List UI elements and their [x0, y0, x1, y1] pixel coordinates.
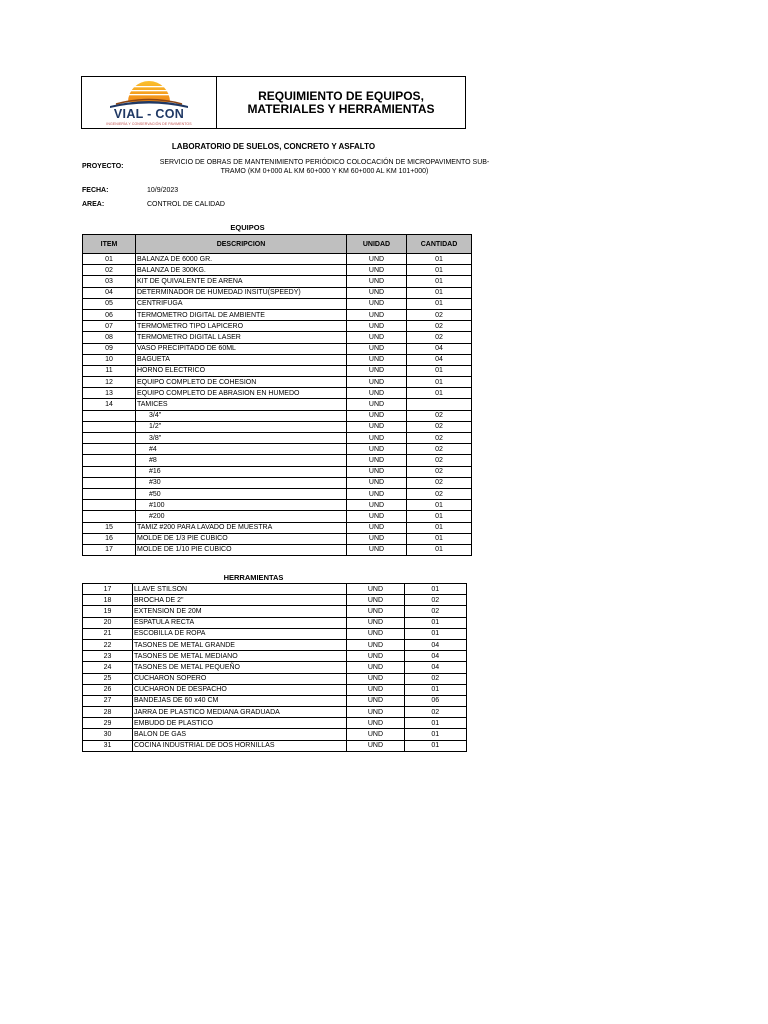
table-row: [83, 533, 472, 544]
lab-title: LABORATORIO DE SUELOS, CONCRETO Y ASFALTO: [171, 142, 376, 151]
cell-item: [83, 488, 136, 499]
fecha-value: 10/9/2023: [147, 187, 179, 194]
cell-item: 29: [83, 718, 133, 729]
cell-descripcion: #16: [136, 466, 347, 477]
table-row: [83, 628, 467, 639]
cell-unidad: UND: [347, 544, 407, 555]
sun-logo-icon: [104, 80, 194, 110]
cell-cantidad: 01: [404, 740, 466, 751]
table-row: [83, 544, 472, 555]
cell-cantidad: 01: [407, 522, 472, 533]
cell-descripcion: CUCHARON DE DESPACHO: [132, 684, 346, 695]
cell-unidad: UND: [347, 595, 404, 606]
table-row: [83, 365, 472, 376]
cell-item: 01: [83, 254, 136, 265]
equipos-table: [82, 234, 472, 556]
cell-cantidad: 01: [404, 628, 466, 639]
table-row: [83, 321, 472, 332]
logo-text: VIAL - CON: [113, 107, 185, 121]
table-row: [83, 639, 467, 650]
table-row: [83, 729, 467, 740]
table-row: [83, 584, 467, 595]
table-row: [83, 421, 472, 432]
table-row: [83, 254, 472, 265]
cell-item: 26: [83, 684, 133, 695]
cell-item: [83, 444, 136, 455]
cell-cantidad: 02: [407, 433, 472, 444]
cell-cantidad: 04: [407, 343, 472, 354]
proyecto-value: [132, 158, 517, 176]
cell-descripcion: TERMOMETRO TIPO LAPICERO: [136, 321, 347, 332]
cell-unidad: UND: [347, 433, 407, 444]
cell-descripcion: EMBUDO DE PLASTICO: [132, 718, 346, 729]
cell-descripcion: EQUIPO COMPLETO DE COHESION: [136, 377, 347, 388]
cell-descripcion: LLAVE STILSON: [132, 584, 346, 595]
table-row: [83, 595, 467, 606]
cell-cantidad: 01: [407, 500, 472, 511]
cell-descripcion: TAMIZ #200 PARA LAVADO DE MUESTRA: [136, 522, 347, 533]
cell-descripcion: CENTRIFUGA: [136, 298, 347, 309]
cell-item: 10: [83, 354, 136, 365]
cell-cantidad: 02: [407, 466, 472, 477]
header-item: ITEM: [83, 235, 136, 254]
cell-descripcion: BROCHA DE 2": [132, 595, 346, 606]
table-row: [83, 740, 467, 751]
cell-descripcion: 3/4": [136, 410, 347, 421]
cell-descripcion: TASONES DE METAL MEDIANO: [132, 651, 346, 662]
cell-cantidad: 01: [404, 584, 466, 595]
cell-item: 17: [83, 544, 136, 555]
cell-item: 28: [83, 707, 133, 718]
table-row: [83, 399, 472, 410]
cell-descripcion: 1/2": [136, 421, 347, 432]
table-row: [83, 388, 472, 399]
cell-item: [83, 421, 136, 432]
cell-descripcion: JARRA DE PLASTICO MEDIANA GRADUADA: [132, 707, 346, 718]
cell-cantidad: 01: [407, 388, 472, 399]
cell-descripcion: ESPATULA RECTA: [132, 617, 346, 628]
cell-descripcion: #4: [136, 444, 347, 455]
table-row: [83, 511, 472, 522]
cell-unidad: UND: [347, 488, 407, 499]
cell-item: [83, 455, 136, 466]
logo-subtitle: INGENIERÍA Y CONSERVACIÓN DE PAVIMENTOS: [106, 122, 192, 126]
cell-item: 08: [83, 332, 136, 343]
table-row: [83, 276, 472, 287]
cell-item: 22: [83, 639, 133, 650]
table-row: [83, 606, 467, 617]
cell-item: 03: [83, 276, 136, 287]
cell-unidad: UND: [347, 606, 404, 617]
cell-item: 05: [83, 298, 136, 309]
table-row: [83, 466, 472, 477]
cell-item: 19: [83, 606, 133, 617]
cell-unidad: UND: [347, 399, 407, 410]
cell-unidad: UND: [347, 628, 404, 639]
table-row: [83, 651, 467, 662]
cell-item: 16: [83, 533, 136, 544]
cell-unidad: UND: [347, 651, 404, 662]
table-row: [83, 617, 467, 628]
cell-cantidad: 01: [407, 276, 472, 287]
cell-unidad: UND: [347, 444, 407, 455]
table-row: [83, 410, 472, 421]
cell-cantidad: 02: [404, 595, 466, 606]
cell-descripcion: CUCHARON SOPERO: [132, 673, 346, 684]
cell-item: 17: [83, 584, 133, 595]
cell-unidad: UND: [347, 533, 407, 544]
cell-descripcion: TAMICES: [136, 399, 347, 410]
cell-unidad: UND: [347, 740, 404, 751]
cell-unidad: UND: [347, 500, 407, 511]
equipos-title: EQUIPOS: [230, 223, 265, 232]
cell-cantidad: 02: [407, 477, 472, 488]
cell-item: 14: [83, 399, 136, 410]
cell-descripcion: #30: [136, 477, 347, 488]
cell-descripcion: TERMOMETRO DIGITAL LASER: [136, 332, 347, 343]
table-row: [83, 309, 472, 320]
cell-item: 13: [83, 388, 136, 399]
cell-item: 09: [83, 343, 136, 354]
cell-cantidad: [407, 399, 472, 410]
cell-cantidad: 04: [404, 639, 466, 650]
cell-cantidad: 02: [407, 309, 472, 320]
cell-descripcion: #100: [136, 500, 347, 511]
cell-descripcion: TASONES DE METAL GRANDE: [132, 639, 346, 650]
cell-item: 31: [83, 740, 133, 751]
cell-cantidad: 01: [407, 254, 472, 265]
cell-unidad: UND: [347, 673, 404, 684]
header-cantidad: CANTIDAD: [407, 235, 472, 254]
cell-unidad: UND: [347, 466, 407, 477]
herramientas-table: [82, 583, 467, 752]
cell-item: [83, 500, 136, 511]
cell-item: 18: [83, 595, 133, 606]
table-row: [83, 662, 467, 673]
cell-cantidad: 02: [407, 444, 472, 455]
cell-descripcion: TASONES DE METAL PEQUEÑO: [132, 662, 346, 673]
cell-descripcion: #8: [136, 455, 347, 466]
cell-item: 24: [83, 662, 133, 673]
cell-cantidad: 02: [404, 707, 466, 718]
cell-descripcion: VASO PRECIPITADO DE 60ML: [136, 343, 347, 354]
table-row: [83, 500, 472, 511]
header-unidad: UNIDAD: [347, 235, 407, 254]
cell-item: [83, 466, 136, 477]
cell-item: 11: [83, 365, 136, 376]
cell-descripcion: EXTENSION DE 20M: [132, 606, 346, 617]
area-value: CONTROL DE CALIDAD: [147, 201, 225, 208]
table-row: [83, 298, 472, 309]
cell-unidad: UND: [347, 321, 407, 332]
cell-descripcion: COCINA INDUSTRIAL DE DOS HORNILLAS: [132, 740, 346, 751]
cell-unidad: UND: [347, 388, 407, 399]
table-row: [83, 332, 472, 343]
table-row: [83, 354, 472, 365]
cell-unidad: UND: [347, 511, 407, 522]
cell-unidad: UND: [347, 254, 407, 265]
table-row: [83, 265, 472, 276]
cell-descripcion: BALANZA DE 6000 GR.: [136, 254, 347, 265]
cell-descripcion: ESCOBILLA DE ROPA: [132, 628, 346, 639]
table-row: [83, 488, 472, 499]
fecha-label: FECHA:: [82, 187, 109, 194]
cell-unidad: UND: [347, 729, 404, 740]
document-header: [81, 76, 466, 129]
cell-item: 27: [83, 695, 133, 706]
cell-cantidad: 01: [407, 365, 472, 376]
cell-unidad: UND: [347, 617, 404, 628]
proyecto-line-1: SERVICIO DE OBRAS DE MANTENIMIENTO PERIÓDICO COLOCACIÓN DE MICROPAVIMENTO SUB-: [159, 159, 490, 166]
cell-item: 04: [83, 287, 136, 298]
cell-descripcion: BALON DE GAS: [132, 729, 346, 740]
cell-cantidad: 02: [407, 321, 472, 332]
cell-cantidad: 04: [404, 662, 466, 673]
cell-unidad: UND: [347, 332, 407, 343]
cell-cantidad: 01: [407, 298, 472, 309]
cell-item: [83, 433, 136, 444]
cell-unidad: UND: [347, 584, 404, 595]
cell-descripcion: #50: [136, 488, 347, 499]
cell-unidad: UND: [347, 662, 404, 673]
table-row: [83, 718, 467, 729]
cell-cantidad: 01: [407, 287, 472, 298]
cell-unidad: UND: [347, 639, 404, 650]
cell-cantidad: 01: [407, 377, 472, 388]
cell-cantidad: 01: [407, 533, 472, 544]
table-row: [83, 477, 472, 488]
cell-item: 12: [83, 377, 136, 388]
cell-cantidad: 01: [407, 544, 472, 555]
cell-item: 15: [83, 522, 136, 533]
cell-cantidad: 04: [407, 354, 472, 365]
cell-descripcion: HORNO ELECTRICO: [136, 365, 347, 376]
table-row: [83, 522, 472, 533]
cell-descripcion: MOLDE DE 1/3 PIE CUBICO: [136, 533, 347, 544]
cell-cantidad: 02: [407, 488, 472, 499]
table-row: [83, 684, 467, 695]
cell-unidad: UND: [347, 455, 407, 466]
cell-descripcion: BAGUETA: [136, 354, 347, 365]
table-row: [83, 444, 472, 455]
cell-item: 21: [83, 628, 133, 639]
cell-descripcion: BALANZA DE 300KG.: [136, 265, 347, 276]
cell-unidad: UND: [347, 276, 407, 287]
proyecto-line-2: TRAMO (KM 0+000 AL KM 60+000 Y KM 60+000 AL KM 101+000): [220, 168, 429, 175]
cell-cantidad: 01: [404, 718, 466, 729]
cell-descripcion: BANDEJAS DE 60 x40 CM: [132, 695, 346, 706]
herramientas-title: HERRAMIENTAS: [223, 573, 284, 582]
cell-unidad: UND: [347, 309, 407, 320]
table-row: [83, 673, 467, 684]
table-row: [83, 695, 467, 706]
cell-item: [83, 410, 136, 421]
table-row: [83, 433, 472, 444]
cell-descripcion: KIT DE QUIVALENTE DE ARENA: [136, 276, 347, 287]
table-header-row: [83, 235, 472, 254]
cell-item: 30: [83, 729, 133, 740]
cell-cantidad: 04: [404, 651, 466, 662]
cell-unidad: UND: [347, 365, 407, 376]
cell-cantidad: 02: [404, 606, 466, 617]
cell-cantidad: 01: [404, 684, 466, 695]
cell-unidad: UND: [347, 377, 407, 388]
cell-descripcion: MOLDE DE 1/10 PIE CUBICO: [136, 544, 347, 555]
cell-cantidad: 01: [404, 729, 466, 740]
cell-cantidad: 01: [407, 511, 472, 522]
area-label: AREA:: [82, 201, 105, 208]
table-row: [83, 707, 467, 718]
document-title: REQUIMIENTO DE EQUIPOS, MATERIALES Y HERRAMIENTAS: [247, 88, 435, 116]
cell-cantidad: 01: [407, 265, 472, 276]
logo: [82, 77, 217, 128]
cell-descripcion: EQUIPO COMPLETO DE ABRASION EN HUMEDO: [136, 388, 347, 399]
proyecto-label: PROYECTO:: [82, 163, 124, 170]
cell-unidad: UND: [347, 695, 404, 706]
cell-unidad: UND: [347, 265, 407, 276]
table-row: [83, 343, 472, 354]
cell-cantidad: 02: [407, 455, 472, 466]
cell-item: [83, 511, 136, 522]
cell-item: 25: [83, 673, 133, 684]
cell-cantidad: 02: [407, 421, 472, 432]
cell-unidad: UND: [347, 410, 407, 421]
header-descripcion: DESCRIPCION: [136, 235, 347, 254]
cell-cantidad: 02: [407, 410, 472, 421]
cell-descripcion: #200: [136, 511, 347, 522]
cell-unidad: UND: [347, 684, 404, 695]
cell-descripcion: DETERMINADOR DE HUMEDAD INSITU(SPEEDY): [136, 287, 347, 298]
cell-unidad: UND: [347, 707, 404, 718]
cell-item: 07: [83, 321, 136, 332]
cell-descripcion: TERMOMETRO DIGITAL DE AMBIENTE: [136, 309, 347, 320]
cell-unidad: UND: [347, 522, 407, 533]
cell-item: 06: [83, 309, 136, 320]
cell-cantidad: 02: [407, 332, 472, 343]
cell-item: 02: [83, 265, 136, 276]
cell-unidad: UND: [347, 477, 407, 488]
cell-unidad: UND: [347, 287, 407, 298]
cell-unidad: UND: [347, 343, 407, 354]
cell-cantidad: 06: [404, 695, 466, 706]
table-row: [83, 377, 472, 388]
cell-item: 23: [83, 651, 133, 662]
cell-cantidad: 01: [404, 617, 466, 628]
table-row: [83, 455, 472, 466]
cell-descripcion: 3/8": [136, 433, 347, 444]
cell-unidad: UND: [347, 354, 407, 365]
cell-item: 20: [83, 617, 133, 628]
cell-unidad: UND: [347, 718, 404, 729]
cell-item: [83, 477, 136, 488]
cell-cantidad: 02: [404, 673, 466, 684]
table-row: [83, 287, 472, 298]
cell-unidad: UND: [347, 298, 407, 309]
cell-unidad: UND: [347, 421, 407, 432]
